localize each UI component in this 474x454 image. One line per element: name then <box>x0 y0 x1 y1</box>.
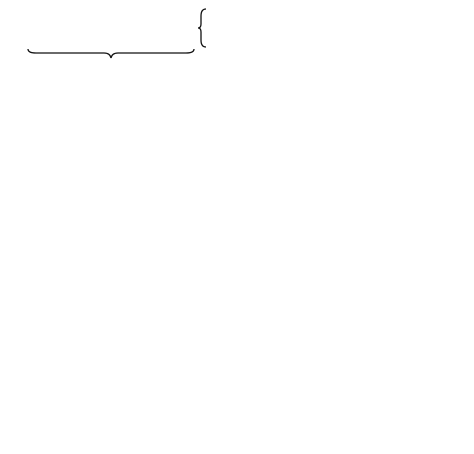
style-brace <box>198 8 208 48</box>
content-brace <box>26 47 196 59</box>
